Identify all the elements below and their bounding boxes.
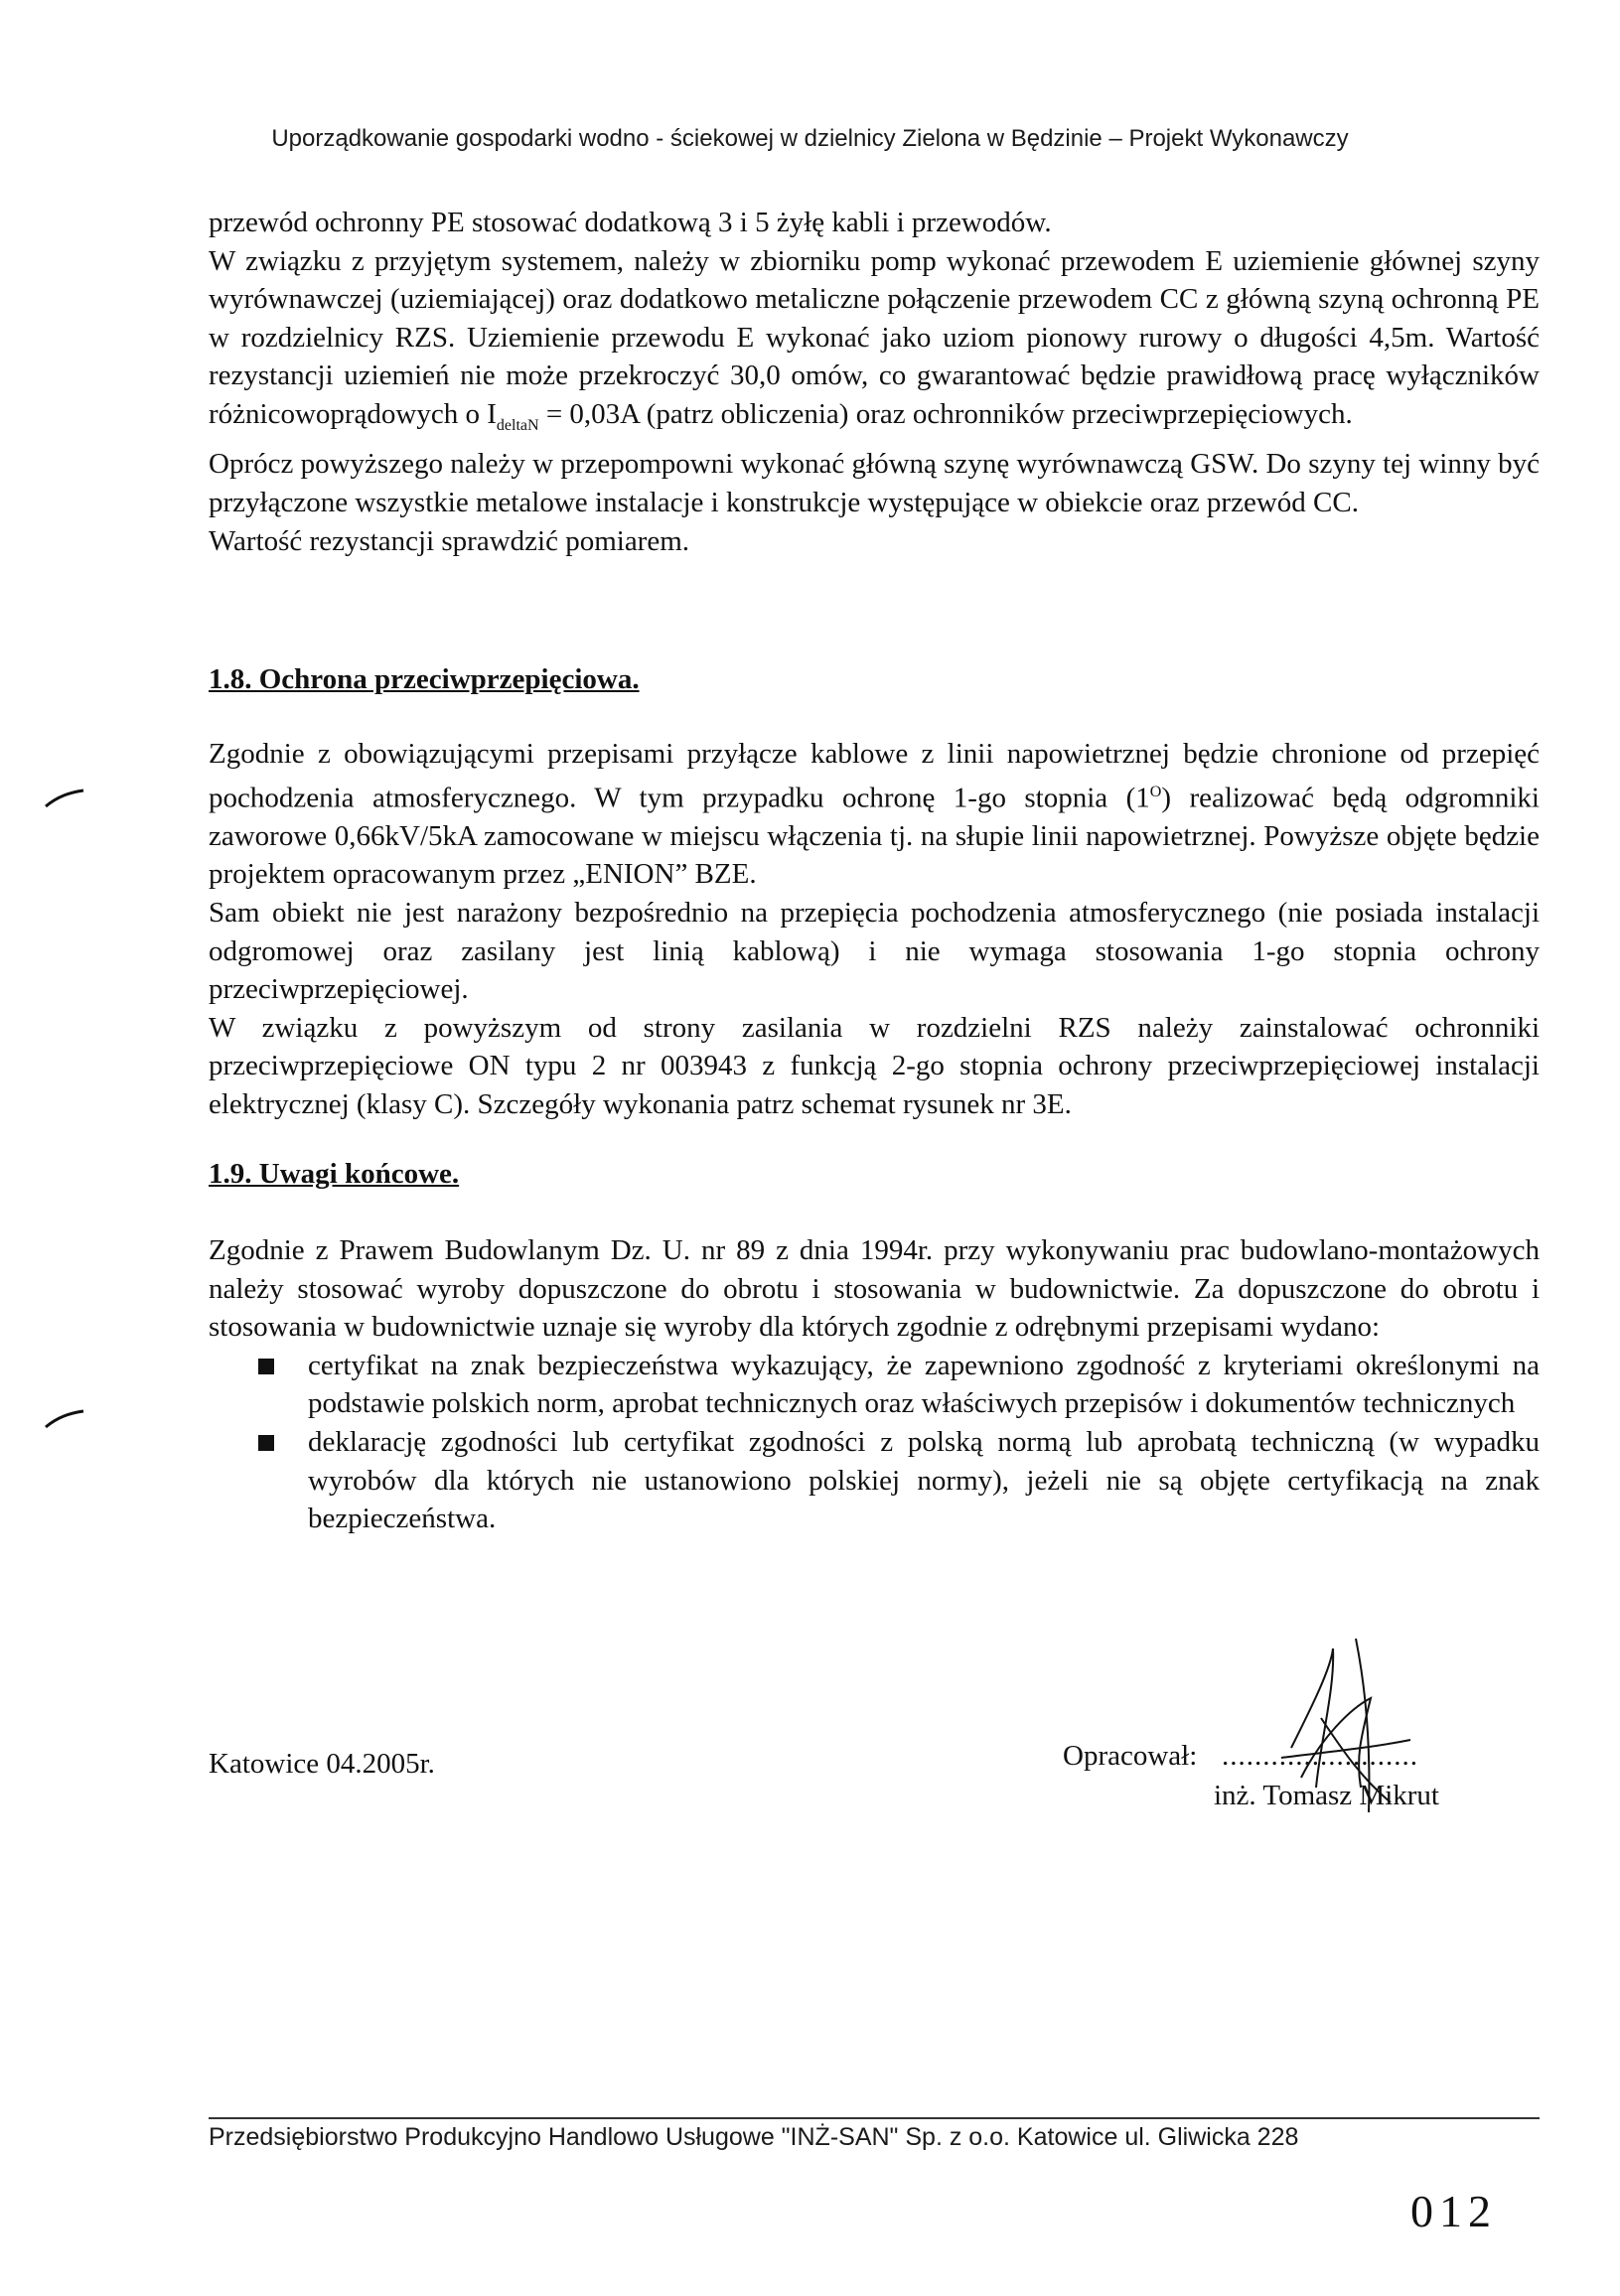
section-heading: 1.9. Uwagi końcowe.: [209, 1158, 460, 1190]
prepared-by-label: Opracował:: [1063, 1740, 1198, 1772]
text-block-surge-protection: [209, 735, 1540, 1124]
square-bullet-icon: [258, 1435, 274, 1451]
paragraph: [209, 242, 1540, 446]
page-footer: Przedsiębiorstwo Produkcyjno Handlowo Usługowe "INŻ-SAN" Sp. z o.o. Katowice ul. Gliwicka 228: [209, 2123, 1299, 2151]
page-header: Uporządkowanie gospodarki wodno - ściekowej w dzielnicy Zielona w Będzinie – Projekt Wykonawczy: [271, 125, 1349, 152]
text-run: = 0,03A (patrz obliczenia) oraz ochronników przeciwprzepięciowych.: [538, 397, 1353, 430]
text-run: ) realizować będą odgromniki zaworowe 0,66kV/5kA zamocowane w miejscu włączenia tj. na słupie linii napowietrznej. Powyższe objęte będzie projektem opracowanym przez „ENION” BZE.: [209, 782, 1540, 891]
margin-mark-icon: [40, 1405, 89, 1435]
place-date: Katowice 04.2005r.: [209, 1748, 435, 1780]
page-number: 012: [1410, 2186, 1497, 2236]
list-item-text: certyfikat na znak bezpieczeństwa wykazujący, że zapewniono zgodność z kryteriami określonymi na podstawie polskich norm, aprobat technicznych oraz właściwych przepisów i dokumentów technicznych: [308, 1349, 1540, 1420]
author-name: inż. Tomasz Mikrut: [1214, 1780, 1439, 1811]
paragraph: [209, 735, 1540, 894]
text-run: Zgodnie z obowiązującymi przepisami przyłącze kablowe z linii napowietrznej będzie chronione od przepięć pochodzenia atmosferycznego. W tym przypadku ochronę 1-go stopnia (1: [209, 738, 1540, 814]
subscript: deltaN: [496, 416, 539, 434]
paragraph: przewód ochronny PE stosować dodatkową 3 i 5 żyłę kabli i przewodów.: [209, 207, 1052, 238]
section-heading: 1.8. Ochrona przeciwprzepięciowa.: [209, 663, 640, 695]
paragraph: Oprócz powyższego należy w przepompowni wykonać główną szynę wyrównawczą GSW. Do szyny tej winny być przyłączone wszystkie metalowe instalacje i konstrukcje występujące w obiekcie oraz przewód CC.: [209, 448, 1540, 518]
paragraph: Sam obiekt nie jest narażony bezpośrednio na przepięcia pochodzenia atmosferycznego (nie posiada instalacji odgromowej oraz zasilany jest linią kablową) i nie wymaga stosowania 1-go stopnia ochrony przeciwprzepięciowej.: [209, 897, 1540, 1006]
paragraph: Wartość rezystancji sprawdzić pomiarem.: [209, 524, 690, 557]
text-run: W związku z przyjętym systemem, należy w zbiorniku pomp wykonać przewodem E uziemienie głównej szyny wyrównawczej (uziemiającej) oraz dodatkowo metaliczne połączenie przewodem CC z główną szyną ochronną PE w rozdzielnicy RZS. Uziemienie przewodu E wykonać jako uziom pionowy rurowy o długości 4,5m. Wartość rezystancji uziemień nie może przekroczyć 30,0 omów, co gwarantować będzie prawidłową pracę wyłączników różnicowoprądowych o I: [209, 244, 1540, 430]
margin-mark-icon: [40, 785, 89, 814]
list-item: [258, 1423, 1540, 1538]
paragraph: W związku z powyższym od strony zasilania w rozdzielni RZS należy zainstalować ochronniki przeciwprzepięciowe ON typu 2 nr 003943 z funkcją 2-go stopnia ochrony przeciwprzepięciowej instalacji elektrycznej (klasy C). Szczegóły wykonania patrz schemat rysunek nr 3E.: [209, 1011, 1540, 1120]
text-block-final-remarks: [209, 1231, 1540, 1538]
paragraph: Zgodnie z Prawem Budowlanym Dz. U. nr 89 z dnia 1994r. przy wykonywaniu prac budowlano-montażowych należy stosować wyroby dopuszczone do obrotu i stosowania w budownictwie. Za dopuszczone do obrotu i stosowania w budownictwie uznaje się wyroby dla których zgodnie z odrębnymi przepisami wydano:: [209, 1234, 1540, 1344]
handwritten-signature: [1261, 1629, 1430, 1817]
square-bullet-icon: [258, 1359, 274, 1374]
signature-line: ........................: [1222, 1740, 1418, 1772]
superscript: O: [1149, 783, 1162, 800]
list-item: [258, 1347, 1540, 1423]
list-item-text: deklarację zgodności lub certyfikat zgodności z polską normą lub aprobatą techniczną (w wypadku wyrobów dla których nie ustanowiono polskiej normy), jeżeli nie są objęte certyfikacją na znak bezpieczeństwa.: [308, 1425, 1540, 1535]
text-block-grounding: [209, 204, 1540, 560]
bullet-list: [209, 1347, 1540, 1538]
footer-divider: [209, 2117, 1540, 2119]
